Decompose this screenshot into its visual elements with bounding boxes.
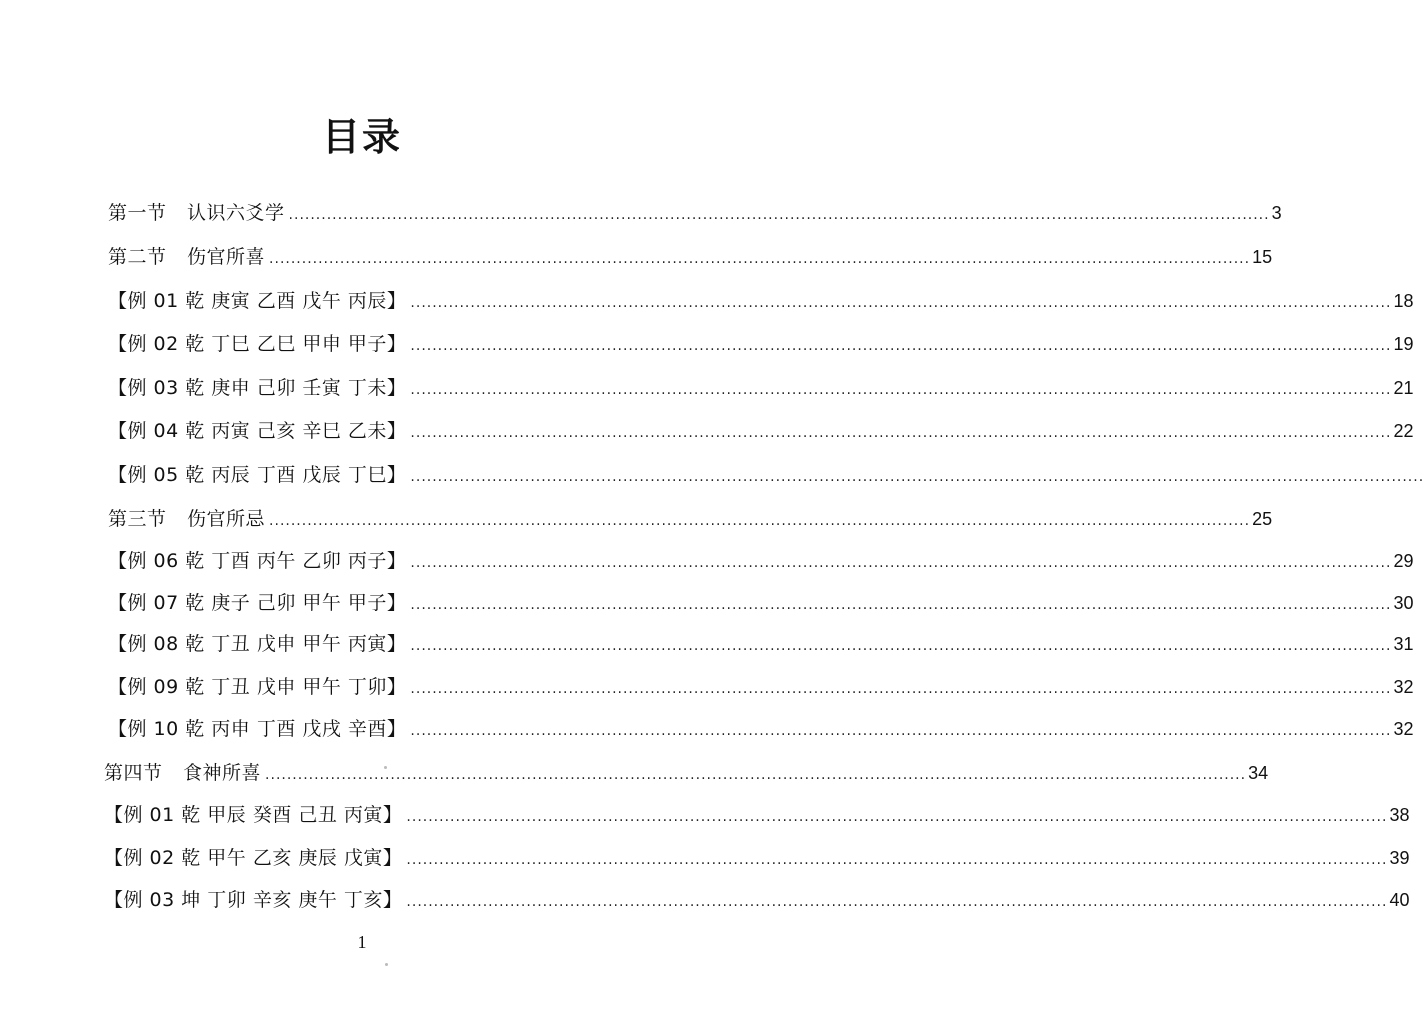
toc-entry — [108, 416, 1414, 446]
toc-entry-label: 【例 10 乾 丙申 丁酉 戊戌 辛酉】 — [108, 718, 407, 740]
dot-leader — [289, 200, 1270, 230]
dot-leader — [410, 716, 1391, 746]
toc-entry — [108, 373, 1414, 403]
toc-entry-page: 15 — [1252, 247, 1273, 267]
toc-entry-page: 40 — [1389, 890, 1410, 910]
scan-speck — [385, 963, 388, 966]
toc-entry-label: 【例 03 坤 丁卯 辛亥 庚午 丁亥】 — [104, 889, 403, 911]
dot-leader — [410, 548, 1391, 578]
toc-entry — [104, 843, 1410, 873]
toc-entry-page: 22 — [1393, 421, 1414, 441]
toc-entry-page: 34 — [1248, 763, 1269, 783]
toc-entry — [108, 546, 1414, 576]
dot-leader — [410, 674, 1391, 704]
dot-leader — [406, 802, 1387, 832]
toc-entry-page: 29 — [1393, 551, 1414, 571]
toc-entry-page: 31 — [1393, 634, 1414, 654]
dot-leader — [410, 631, 1391, 661]
toc-entry-label: 第一节 认识六爻学 — [108, 202, 285, 224]
toc-entry — [108, 242, 1273, 272]
toc-entry — [108, 198, 1282, 228]
toc-entry-page: 32 — [1393, 677, 1414, 697]
dot-leader — [269, 244, 1250, 274]
toc-entry — [108, 629, 1414, 659]
toc-entry-label: 【例 04 乾 丙寅 己亥 辛巳 乙未】 — [108, 420, 407, 442]
toc-entry-page: 19 — [1393, 334, 1414, 354]
toc-entry-label: 【例 09 乾 丁丑 戊申 甲午 丁卯】 — [108, 676, 407, 698]
toc-entry-label: 【例 08 乾 丁丑 戊申 甲午 丙寅】 — [108, 633, 407, 655]
dot-leader — [406, 845, 1387, 875]
toc-entry-page: 39 — [1389, 848, 1410, 868]
dot-leader — [410, 331, 1391, 361]
dot-leader — [410, 288, 1391, 318]
toc-entry-page: 18 — [1393, 291, 1414, 311]
dot-leader — [410, 375, 1391, 405]
toc-entry-label: 【例 02 乾 丁巳 乙巳 甲申 甲子】 — [108, 333, 407, 355]
toc-entry-page: 25 — [1252, 509, 1273, 529]
page-title: 目录 — [321, 115, 402, 159]
toc-entry — [104, 885, 1410, 915]
toc-entry-label: 第四节 食神所喜 — [104, 762, 262, 784]
toc-entry-label: 【例 01 乾 甲辰 癸酉 己丑 丙寅】 — [104, 804, 403, 826]
toc-entry — [108, 286, 1414, 316]
toc-entry-page: 3 — [1271, 203, 1282, 223]
toc-entry — [108, 672, 1414, 702]
toc-entry-label: 第二节 伤官所喜 — [108, 246, 266, 268]
toc-entry-page: 32 — [1393, 719, 1414, 739]
scan-speck — [384, 766, 387, 769]
toc-entry — [104, 758, 1269, 788]
toc-entry-label: 第三节 伤官所忌 — [108, 508, 266, 530]
dot-leader — [265, 760, 1246, 790]
toc-entry-page: 38 — [1389, 805, 1410, 825]
toc-entry-label: 【例 03 乾 庚申 己卯 壬寅 丁未】 — [108, 377, 407, 399]
toc-entry — [108, 329, 1414, 359]
toc-entry-label: 【例 02 乾 甲午 乙亥 庚辰 戊寅】 — [104, 847, 403, 869]
dot-leader — [410, 590, 1391, 620]
toc-entry — [108, 504, 1273, 534]
toc-entry — [108, 714, 1414, 744]
toc-entry-label: 【例 06 乾 丁酉 丙午 乙卯 丙子】 — [108, 550, 407, 572]
toc-entry — [104, 800, 1410, 830]
toc-entry-label: 【例 01 乾 庚寅 乙酉 戊午 丙辰】 — [108, 290, 407, 312]
toc-entry — [108, 588, 1414, 618]
toc-entry-page: 30 — [1393, 593, 1414, 613]
dot-leader — [406, 887, 1387, 917]
dot-leader — [410, 418, 1391, 448]
dot-leader: ...... ..... — [410, 462, 438, 492]
dot-leader — [269, 506, 1250, 536]
page-number: 1 — [357, 932, 367, 952]
toc-entry — [108, 460, 444, 490]
toc-entry-page: 21 — [1393, 378, 1414, 398]
toc-entry-label: 【例 07 乾 庚子 己卯 甲午 甲子】 — [108, 592, 407, 614]
toc-entry-label: 【例 05 乾 丙辰 丁酉 戊辰 丁巳】 — [108, 464, 407, 486]
